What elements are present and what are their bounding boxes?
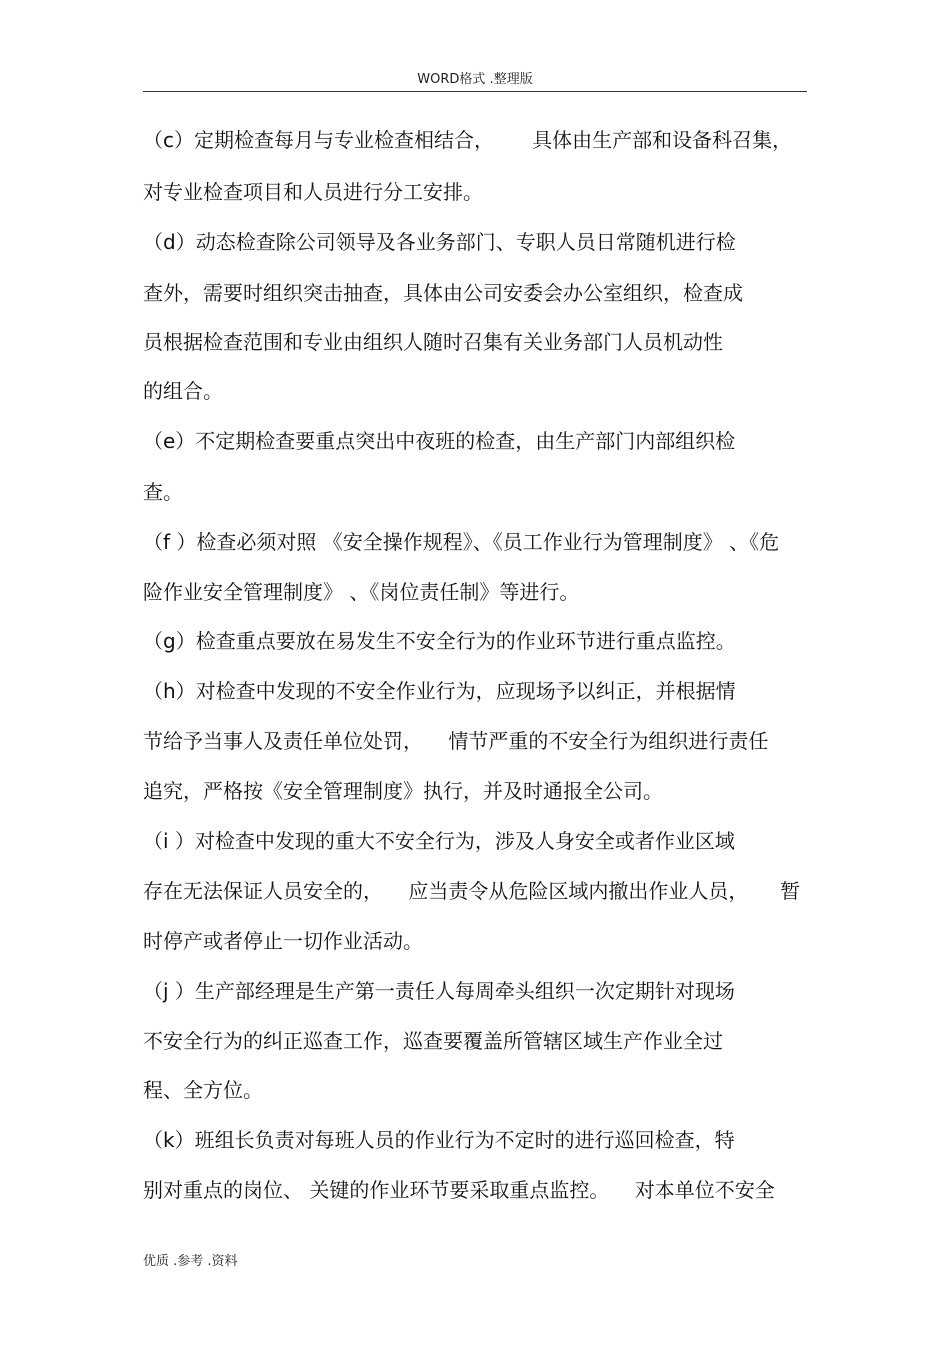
text-line: （i ）对检查中发现的重大不安全行为，涉及人身安全或者作业区域 xyxy=(143,829,735,853)
text-line: 对专业检查项目和人员进行分工安排。 xyxy=(143,180,483,204)
text-line: （g）检查重点要放在易发生不安全行为的作业环节进行重点监控。 xyxy=(143,629,736,653)
text-line: （h）对检查中发现的不安全作业行为，应现场予以纠正，并根据情 xyxy=(143,679,736,703)
text-line: 节给予当事人及责任单位处罚， 情节严重的不安全行为组织进行责任 xyxy=(143,729,769,753)
text-line: 不安全行为的纠正巡查工作，巡查要覆盖所管辖区域生产作业全过 xyxy=(143,1029,723,1053)
text-line: 险作业安全管理制度》 、《岗位责任制》等进行。 xyxy=(143,580,580,604)
text-line: （d）动态检查除公司领导及各业务部门、专职人员日常随机进行检 xyxy=(143,230,736,254)
text-line: （k）班组长负责对每班人员的作业行为不定时的进行巡回检查，特 xyxy=(143,1128,735,1152)
text-line: 查外，需要时组织突击抽查，具体由公司安委会办公室组织，检查成 xyxy=(143,281,743,305)
header-divider xyxy=(143,91,807,92)
text-line: 别对重点的岗位、 关键的作业环节要采取重点监控。 对本单位不安全 xyxy=(143,1178,775,1202)
text-line: 时停产或者停止一切作业活动。 xyxy=(143,929,423,953)
text-line: 程、全方位。 xyxy=(143,1078,263,1102)
text-line: （c）定期检查每月与专业检查相结合， 具体由生产部和设备科召集， xyxy=(143,128,793,152)
text-line: 查。 xyxy=(143,480,183,504)
text-line: （e）不定期检查要重点突出中夜班的检查，由生产部门内部组织检 xyxy=(143,429,736,453)
text-line: （f ）检查必须对照 《安全操作规程》、《员工作业行为管理制度》 、《危 xyxy=(143,530,780,554)
text-line: 追究，严格按《安全管理制度》执行，并及时通报全公司。 xyxy=(143,779,663,803)
page-header: WORD格式 .整理版 xyxy=(417,72,533,87)
page-footer: 优质 .参考 .资料 xyxy=(143,1254,238,1269)
text-line: 的组合。 xyxy=(143,379,223,403)
text-line: 员根据检查范围和专业由组织人随时召集有关业务部门人员机动性 xyxy=(143,330,723,354)
text-line: （j ）生产部经理是生产第一责任人每周牵头组织一次定期针对现场 xyxy=(143,979,735,1003)
text-line: 存在无法保证人员安全的， 应当责令从危险区域内撤出作业人员， 暂 xyxy=(143,879,801,903)
